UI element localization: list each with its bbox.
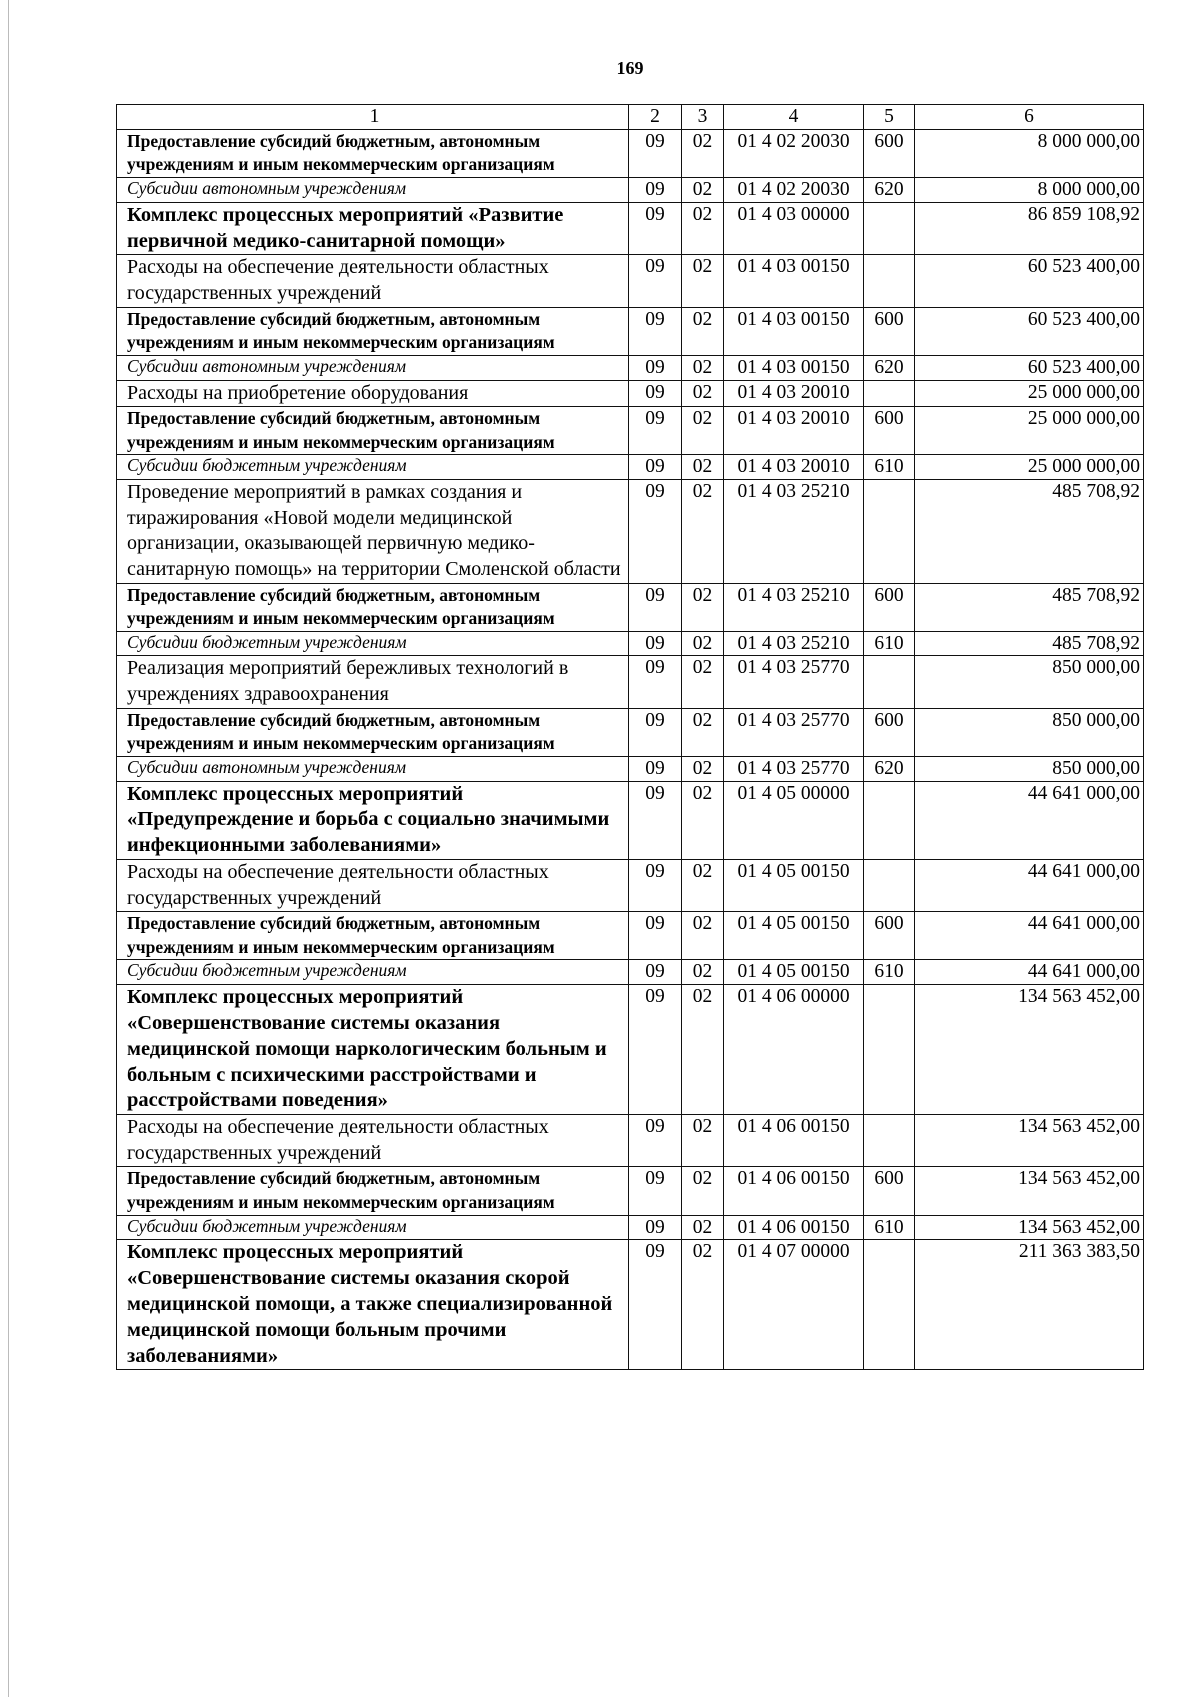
- table-row: [117, 307, 1144, 355]
- table-body: [117, 129, 1144, 1370]
- subsection-code-cell: 02: [682, 307, 724, 355]
- subsection-code-cell: 02: [682, 860, 724, 912]
- table-row: [117, 455, 1144, 480]
- target-item-code-cell: 01 4 03 20010: [724, 407, 864, 455]
- row-name-cell: Субсидии бюджетным учреждениям: [117, 455, 629, 480]
- row-name-cell: Предоставление субсидий бюджетным, автономным учреждениям и иным некоммерческим организациям: [117, 583, 629, 631]
- table-row: [117, 177, 1144, 202]
- expense-type-cell: 600: [864, 708, 915, 756]
- section-code-cell: 09: [629, 781, 682, 859]
- amount-cell: 44 641 000,00: [915, 781, 1144, 859]
- expense-type-cell: 600: [864, 407, 915, 455]
- row-name-cell: Комплекс процессных мероприятий «Совершенствование системы оказания медицинской помощи наркологическим больным и больным с психическими расстройствами и расстройствами поведения»: [117, 985, 629, 1115]
- subsection-code-cell: 02: [682, 129, 724, 177]
- target-item-code-cell: 01 4 03 00000: [724, 202, 864, 255]
- section-code-cell: 09: [629, 177, 682, 202]
- subsection-code-cell: 02: [682, 708, 724, 756]
- table-row: [117, 202, 1144, 255]
- subsection-code-cell: 02: [682, 985, 724, 1115]
- amount-cell: 485 708,92: [915, 480, 1144, 583]
- subsection-code-cell: 02: [682, 480, 724, 583]
- row-name-cell: Предоставление субсидий бюджетным, автономным учреждениям и иным некоммерческим организациям: [117, 708, 629, 756]
- subsection-code-cell: 02: [682, 1115, 724, 1167]
- row-name-cell: Субсидии автономным учреждениям: [117, 177, 629, 202]
- section-code-cell: 09: [629, 1167, 682, 1215]
- section-code-cell: 09: [629, 860, 682, 912]
- subsection-code-cell: 02: [682, 407, 724, 455]
- subsection-code-cell: 02: [682, 355, 724, 380]
- subsection-code-cell: 02: [682, 656, 724, 708]
- scan-edge-line: [8, 0, 9, 1697]
- page-number: 169: [616, 58, 644, 78]
- row-name-cell: Проведение мероприятий в рамках создания и тиражирования «Новой модели медицинской организации, оказывающей первичную медико-санитарную помощь» на территории Смоленской области: [117, 480, 629, 583]
- column-header-5: 5: [864, 105, 915, 130]
- section-code-cell: 09: [629, 708, 682, 756]
- section-code-cell: 09: [629, 656, 682, 708]
- row-name-cell: Расходы на обеспечение деятельности областных государственных учреждений: [117, 1115, 629, 1167]
- target-item-code-cell: 01 4 03 00150: [724, 355, 864, 380]
- table-row: [117, 255, 1144, 307]
- table-row: [117, 1115, 1144, 1167]
- table-row: [117, 960, 1144, 985]
- subsection-code-cell: 02: [682, 177, 724, 202]
- table-row: [117, 1215, 1144, 1240]
- expense-type-cell: 620: [864, 177, 915, 202]
- section-code-cell: 09: [629, 202, 682, 255]
- section-code-cell: 09: [629, 1115, 682, 1167]
- expense-type-cell: 600: [864, 307, 915, 355]
- target-item-code-cell: 01 4 03 25770: [724, 656, 864, 708]
- table-row: [117, 407, 1144, 455]
- amount-cell: 850 000,00: [915, 708, 1144, 756]
- table-row: [117, 583, 1144, 631]
- subsection-code-cell: 02: [682, 583, 724, 631]
- column-header-2: 2: [629, 105, 682, 130]
- row-name-cell: Субсидии бюджетным учреждениям: [117, 631, 629, 656]
- amount-cell: 134 563 452,00: [915, 985, 1144, 1115]
- expense-type-cell: [864, 480, 915, 583]
- column-header-6: 6: [915, 105, 1144, 130]
- target-item-code-cell: 01 4 05 00150: [724, 960, 864, 985]
- amount-cell: 485 708,92: [915, 631, 1144, 656]
- expense-type-cell: 610: [864, 455, 915, 480]
- subsection-code-cell: 02: [682, 255, 724, 307]
- target-item-code-cell: 01 4 03 25770: [724, 756, 864, 781]
- subsection-code-cell: 02: [682, 455, 724, 480]
- table-row: [117, 708, 1144, 756]
- section-code-cell: 09: [629, 455, 682, 480]
- table-row: [117, 480, 1144, 583]
- target-item-code-cell: 01 4 03 00150: [724, 307, 864, 355]
- target-item-code-cell: 01 4 05 00150: [724, 912, 864, 960]
- expense-type-cell: [864, 781, 915, 859]
- row-name-cell: Субсидии автономным учреждениям: [117, 355, 629, 380]
- row-name-cell: Предоставление субсидий бюджетным, автономным учреждениям и иным некоммерческим организациям: [117, 1167, 629, 1215]
- target-item-code-cell: 01 4 03 20010: [724, 380, 864, 407]
- amount-cell: 134 563 452,00: [915, 1215, 1144, 1240]
- table-row: [117, 355, 1144, 380]
- target-item-code-cell: 01 4 06 00150: [724, 1215, 864, 1240]
- amount-cell: 485 708,92: [915, 583, 1144, 631]
- expense-type-cell: [864, 380, 915, 407]
- table-row: [117, 656, 1144, 708]
- target-item-code-cell: 01 4 05 00150: [724, 860, 864, 912]
- budget-table: [116, 104, 1144, 1370]
- amount-cell: 44 641 000,00: [915, 860, 1144, 912]
- target-item-code-cell: 01 4 03 20010: [724, 455, 864, 480]
- expense-type-cell: 620: [864, 756, 915, 781]
- target-item-code-cell: 01 4 06 00000: [724, 985, 864, 1115]
- row-name-cell: Субсидии автономным учреждениям: [117, 756, 629, 781]
- row-name-cell: Комплекс процессных мероприятий «Совершенствование системы оказания скорой медицинской помощи, а также специализированной медицинской помощи больным прочими заболеваниями»: [117, 1240, 629, 1370]
- amount-cell: 25 000 000,00: [915, 407, 1144, 455]
- section-code-cell: 09: [629, 480, 682, 583]
- expense-type-cell: 600: [864, 1167, 915, 1215]
- target-item-code-cell: 01 4 06 00150: [724, 1167, 864, 1215]
- table-row: [117, 985, 1144, 1115]
- table-row: [117, 781, 1144, 859]
- amount-cell: 8 000 000,00: [915, 177, 1144, 202]
- row-name-cell: Расходы на обеспечение деятельности областных государственных учреждений: [117, 860, 629, 912]
- table-row: [117, 860, 1144, 912]
- section-code-cell: 09: [629, 960, 682, 985]
- amount-cell: 86 859 108,92: [915, 202, 1144, 255]
- amount-cell: 25 000 000,00: [915, 380, 1144, 407]
- row-name-cell: Реализация мероприятий бережливых технологий в учреждениях здравоохранения: [117, 656, 629, 708]
- column-header-3: 3: [682, 105, 724, 130]
- amount-cell: 60 523 400,00: [915, 355, 1144, 380]
- amount-cell: 60 523 400,00: [915, 307, 1144, 355]
- expense-type-cell: 610: [864, 631, 915, 656]
- subsection-code-cell: 02: [682, 912, 724, 960]
- section-code-cell: 09: [629, 985, 682, 1115]
- expense-type-cell: 600: [864, 912, 915, 960]
- section-code-cell: 09: [629, 756, 682, 781]
- table-row: [117, 756, 1144, 781]
- amount-cell: 211 363 383,50: [915, 1240, 1144, 1370]
- target-item-code-cell: 01 4 03 00150: [724, 255, 864, 307]
- row-name-cell: Предоставление субсидий бюджетным, автономным учреждениям и иным некоммерческим организациям: [117, 407, 629, 455]
- amount-cell: 8 000 000,00: [915, 129, 1144, 177]
- section-code-cell: 09: [629, 129, 682, 177]
- expense-type-cell: 600: [864, 583, 915, 631]
- section-code-cell: 09: [629, 380, 682, 407]
- row-name-cell: Комплекс процессных мероприятий «Предупреждение и борьба с социально значимыми инфекционными заболеваниями»: [117, 781, 629, 859]
- section-code-cell: 09: [629, 583, 682, 631]
- table-row: [117, 1167, 1144, 1215]
- expense-type-cell: 600: [864, 129, 915, 177]
- section-code-cell: 09: [629, 255, 682, 307]
- row-name-cell: Субсидии бюджетным учреждениям: [117, 1215, 629, 1240]
- expense-type-cell: [864, 202, 915, 255]
- section-code-cell: 09: [629, 1240, 682, 1370]
- amount-cell: 60 523 400,00: [915, 255, 1144, 307]
- expense-type-cell: [864, 985, 915, 1115]
- expense-type-cell: [864, 1115, 915, 1167]
- expense-type-cell: [864, 656, 915, 708]
- subsection-code-cell: 02: [682, 781, 724, 859]
- row-name-cell: Предоставление субсидий бюджетным, автономным учреждениям и иным некоммерческим организациям: [117, 912, 629, 960]
- section-code-cell: 09: [629, 407, 682, 455]
- section-code-cell: 09: [629, 912, 682, 960]
- amount-cell: 44 641 000,00: [915, 912, 1144, 960]
- row-name-cell: Субсидии бюджетным учреждениям: [117, 960, 629, 985]
- amount-cell: 44 641 000,00: [915, 960, 1144, 985]
- amount-cell: 134 563 452,00: [915, 1115, 1144, 1167]
- table-header-row: [117, 105, 1144, 130]
- target-item-code-cell: 01 4 03 25210: [724, 631, 864, 656]
- subsection-code-cell: 02: [682, 380, 724, 407]
- amount-cell: 850 000,00: [915, 756, 1144, 781]
- target-item-code-cell: 01 4 02 20030: [724, 129, 864, 177]
- subsection-code-cell: 02: [682, 631, 724, 656]
- section-code-cell: 09: [629, 631, 682, 656]
- column-header-1: 1: [117, 105, 629, 130]
- amount-cell: 25 000 000,00: [915, 455, 1144, 480]
- expense-type-cell: 620: [864, 355, 915, 380]
- expense-type-cell: 610: [864, 1215, 915, 1240]
- table-row: [117, 380, 1144, 407]
- subsection-code-cell: 02: [682, 202, 724, 255]
- table-row: [117, 912, 1144, 960]
- target-item-code-cell: 01 4 07 00000: [724, 1240, 864, 1370]
- subsection-code-cell: 02: [682, 756, 724, 781]
- target-item-code-cell: 01 4 02 20030: [724, 177, 864, 202]
- expense-type-cell: [864, 860, 915, 912]
- row-name-cell: Предоставление субсидий бюджетным, автономным учреждениям и иным некоммерческим организациям: [117, 307, 629, 355]
- subsection-code-cell: 02: [682, 1167, 724, 1215]
- subsection-code-cell: 02: [682, 1240, 724, 1370]
- target-item-code-cell: 01 4 05 00000: [724, 781, 864, 859]
- amount-cell: 134 563 452,00: [915, 1167, 1144, 1215]
- amount-cell: 850 000,00: [915, 656, 1144, 708]
- expense-type-cell: [864, 1240, 915, 1370]
- table-row: [117, 631, 1144, 656]
- expense-type-cell: [864, 255, 915, 307]
- subsection-code-cell: 02: [682, 1215, 724, 1240]
- row-name-cell: Предоставление субсидий бюджетным, автономным учреждениям и иным некоммерческим организациям: [117, 129, 629, 177]
- expense-type-cell: 610: [864, 960, 915, 985]
- section-code-cell: 09: [629, 307, 682, 355]
- table-row: [117, 129, 1144, 177]
- row-name-cell: Комплекс процессных мероприятий «Развитие первичной медико-санитарной помощи»: [117, 202, 629, 255]
- target-item-code-cell: 01 4 03 25770: [724, 708, 864, 756]
- section-code-cell: 09: [629, 1215, 682, 1240]
- target-item-code-cell: 01 4 03 25210: [724, 480, 864, 583]
- row-name-cell: Расходы на обеспечение деятельности областных государственных учреждений: [117, 255, 629, 307]
- target-item-code-cell: 01 4 06 00150: [724, 1115, 864, 1167]
- table-row: [117, 1240, 1144, 1370]
- target-item-code-cell: 01 4 03 25210: [724, 583, 864, 631]
- row-name-cell: Расходы на приобретение оборудования: [117, 380, 629, 407]
- section-code-cell: 09: [629, 355, 682, 380]
- column-header-4: 4: [724, 105, 864, 130]
- subsection-code-cell: 02: [682, 960, 724, 985]
